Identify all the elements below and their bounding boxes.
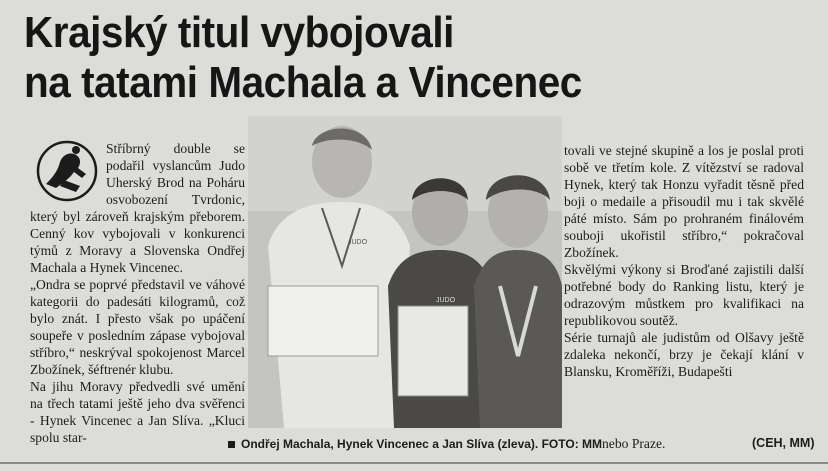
paragraph-2: „Ondra se poprvé představil ve váhové kategorii do padesáti kilogramů, což bylo znát. I přesto však po upáčení soupeře v posledním zápase vybojoval stříbro,“ neskrýval spokojenost Marcel Zbožínek, šéftrenér klubu. [30,277,245,377]
page-bottom-rule [0,462,828,464]
headline-line-1: Krajský titul vybojovali [24,8,454,57]
headline-line-2: na tatami Machala a Vincenec [24,58,582,107]
team-photo [248,116,562,428]
caption-bullet-icon [228,441,235,448]
shirt-text-2: JUDO [436,297,456,304]
photo-caption [228,437,603,452]
caption-text: Ondřej Machala, Hynek Vincenec a Jan Slíva (zleva). FOTO: MM [241,437,603,451]
closing-line: nebo Praze. [602,436,666,451]
photo-illustration [248,116,562,428]
author-credit: (CEH, MM) [752,436,815,450]
judo-club-logo-icon [36,140,98,202]
paragraph-3: Na jihu Moravy předvedli své umění na třech tatami ještě jeho dva svěřenci - Hynek Vincenec a Jan Slíva. „Kluci spolu star- [30,379,245,445]
paragraph-5: Skvělými výkony si Broďané zajistili další potřebné body do Ranking listu, který je odrazovým můstkem pro kvalifikaci na republikovou soutěž. [564,262,804,328]
headline [24,8,751,108]
article-right-column [564,142,804,380]
shirt-text-1: JUDO [348,239,368,246]
article-left-column [30,140,245,446]
paragraph-6: Série turnajů ale judistům od Olšavy ještě zdaleka nekončí, brzy je čekají klání v Blansku, Kroměříži, Budapešti [564,330,804,379]
paragraph-1: Stříbrný double se podařil vyslancům Judo Uherský Brod na Poháru osvobození Tvrdonic, který byl zároveň krajským přeborem. Cenný kov vybojovali v konkurenci týmů z Moravy a Slovenska Ondřej Machala a Hynek Vincenec. [30,141,245,275]
paragraph-4: tovali ve stejné skupině a los je poslal proti sobě ve třetím kole. Z vítězství se radoval Hynek, který tak Honzu vyřadit těsně před boji o medaile a přisoudil mu i tak skvělé páté místo. Sám po prohraném finálovém souboji ukořistil stříbro,“ pokračoval Zbožínek. [564,143,804,260]
